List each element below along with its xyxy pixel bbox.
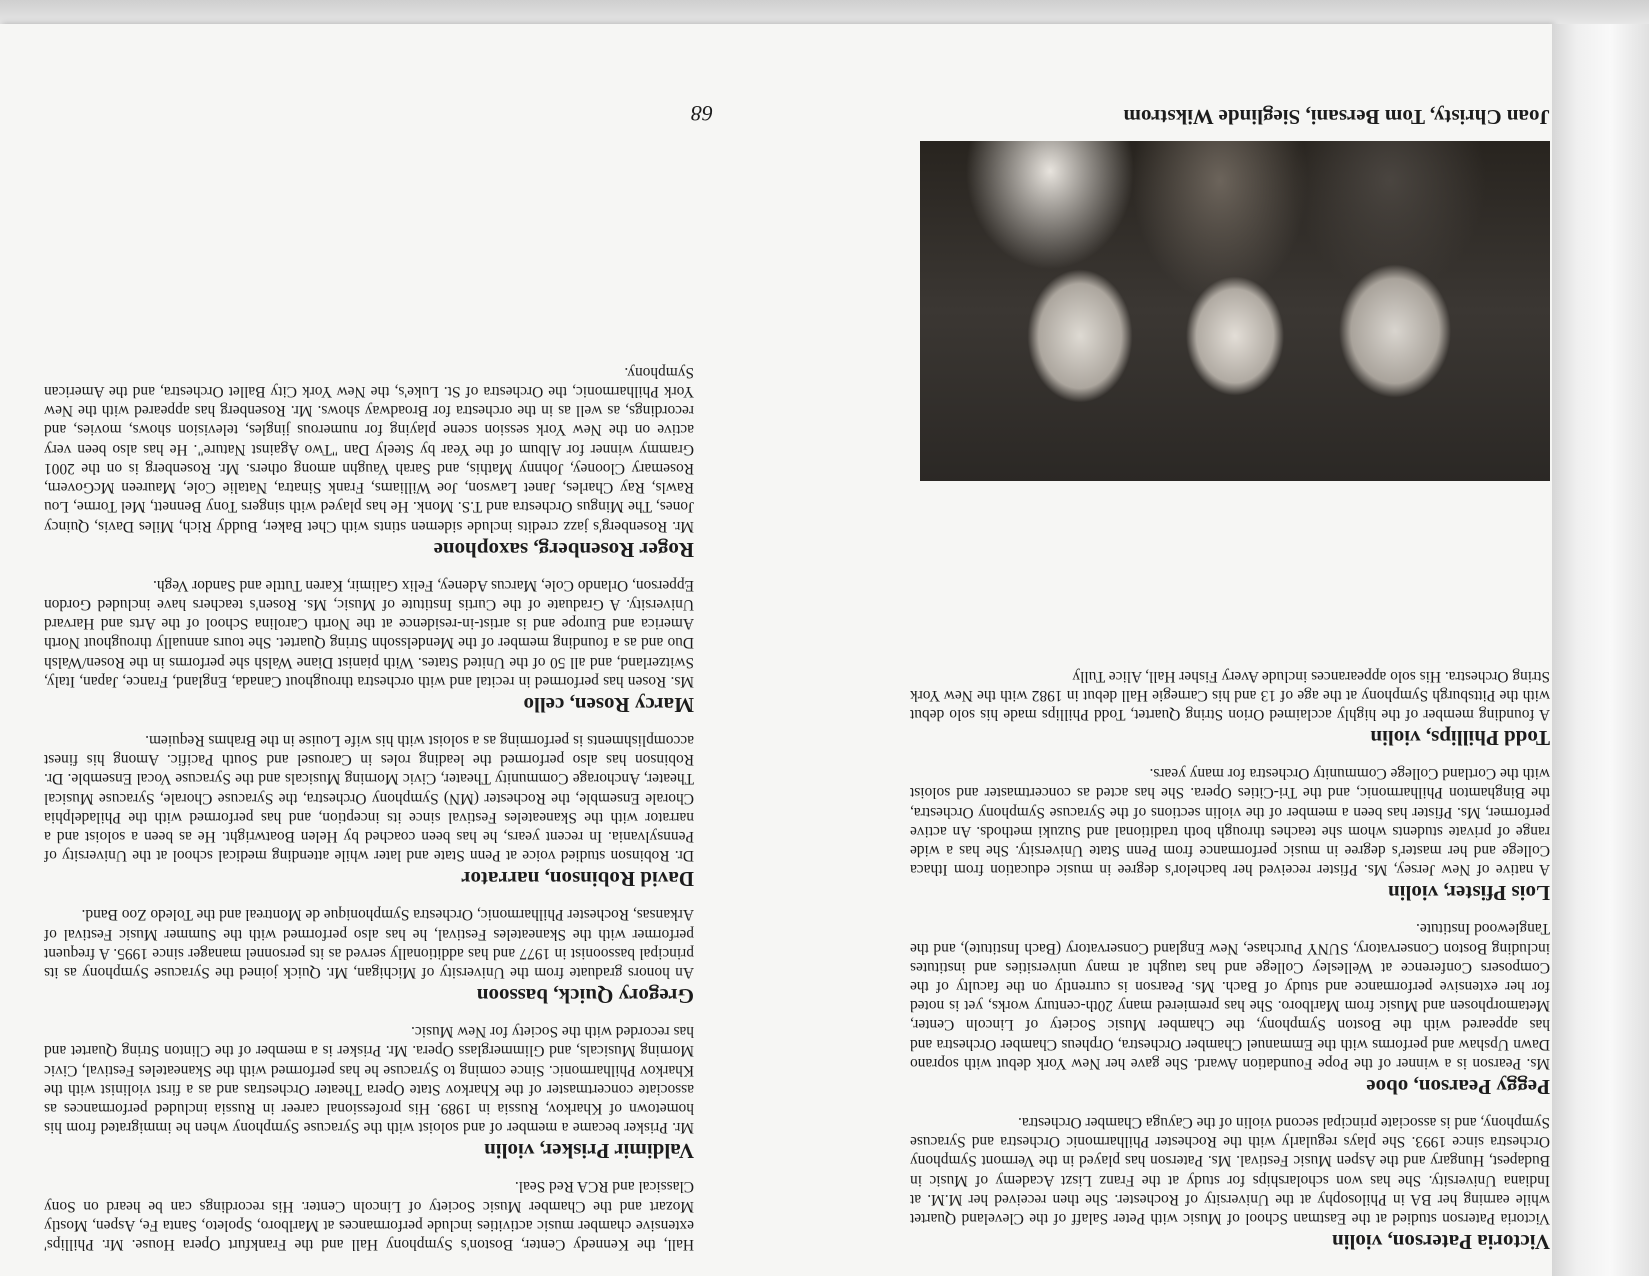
bio-text: A founding member of the highly acclaimed Orion String Quartet, Todd Phillips made his solo debut with the Pittsburgh Symphony at the age of 13 and his Carnegie Hall debut in 1982 with the New York String Orchestra. His solo appearances include Avery Fisher Hall, Alice Tully	[910, 667, 1550, 723]
binding-edge	[1552, 24, 1649, 1276]
bio-text: Mr. Prisker became a member of and soloist with the Syracuse Symphony when he immigrated from his hometown of Kharkov, Russia in 1989. His professional career in Russia included performances as associate concertmaster of the Kharkov State Opera Theater Orchestras and as a first violinist with the Kharkov Philharmonic. Since coming to Syracuse he has performed with the Skaneateles Festival, Civic Morning Musicals, and Glimmerglass Opera. Mr. Prisker is a member of the Clinton String Quartet and has recorded with the Society for New Music.	[44, 1023, 694, 1137]
bio-entry	[910, 1113, 1550, 1254]
left-column	[910, 652, 1550, 1254]
bio-text: Victoria Paterson studied at the Eastman School of Music with Peter Salaff of the Cleveland Quartet while earning her BA in Philosophy at the University of Rochester. She then received her M.M. at Indiana University. She has won scholarships for study at the Franz Liszt Academy of Music in Budapest, Hungary and the Aspen Music Festival. Ms. Paterson has played in the Vermont Symphony Orchestra since 1993. She plays regularly with the Rochester Philharmonic Orchestra and Syracuse Symphony, and is associate principal second violin of the Cayuga Chamber Orchestra.	[910, 1113, 1550, 1227]
bio-entry	[44, 731, 694, 891]
bio-heading: Lois Pfister, violin	[1388, 881, 1550, 906]
bio-heading: Peggy Pearson, oboe	[1366, 1074, 1550, 1099]
program-page	[0, 24, 1552, 1276]
bio-heading: Gregory Quick, bassoon	[476, 983, 694, 1008]
bio-text: Hall, the Kennedy Center, Boston's Symphony Hall and the Frankfurt Opera House. Mr. Phillips' extensive chamber music activities include performances at Marlboro, Spoleto, Santa Fe, Aspen, Mostly Mozart and the Chamber Music Society of Lincoln Center. His recordings can be heard on Sony Classical and RCA Red Seal.	[44, 1178, 694, 1253]
bio-heading: Marcy Rosen, cello	[523, 692, 694, 717]
bio-heading: David Robinson, narrator	[461, 867, 694, 892]
bio-entry	[44, 1022, 694, 1163]
bio-heading: Victoria Paterson, violin	[1332, 1230, 1550, 1254]
bio-text: Ms. Rosen has performed in recital and with orchestra throughout Canada, England, France, Japan, Italy, Switzerland, and all 50 of the United States. With pianist Diane Walsh she performs in the Rosen/Walsh Duo and as a founding member of the Mendelssohn String Quartet. She tours annually throughout North America and Europe and is artist-in-residence at the North Carolina School of the Arts and Harvard University. A Graduate of the Curtis Institute of Music, Ms. Rosen's teachers have included Gordon Epperson, Orlando Cole, Marcus Adeney, Felix Galimir, Karen Tuttle and Sandor Vegh.	[44, 576, 694, 690]
bio-entry	[44, 576, 694, 717]
bio-entry	[910, 666, 1550, 750]
bio-text: A native of New Jersey, Ms. Pfister received her bachelor's degree in music education from Ithaca College and her master's degree in music performance from Penn State University. She has a wide range of private students whom she teaches through both traditional and Suzuki methods. An active performer, Ms. Pfister has been a member of the violin sections of the Syracuse Symphony Orchestra, the Binghamton Philharmonic, and the Tri-Cities Opera. She has acted as concertmaster and soloist with the Cortland College Community Orchestra for many years.	[910, 765, 1550, 879]
scan-top-band	[0, 0, 1649, 24]
photo-caption: Joan Christy, Tom Bersani, Sieglinde Wikstrom	[1123, 105, 1550, 129]
page-number: 68	[691, 101, 713, 126]
bio-text: An honors graduate from the University of Michigan, Mr. Quick joined the Syracuse Symphony as its principal bassoonist in 1977 and has additionally served as its personnel manager since 1995. A frequent performer with the Skaneateles Festival, he has also performed with the Summer Music Festival of Arkansas, Rochester Philharmonic, Orchestra Symphonique de Montreal and the Toledo Zoo Band.	[44, 906, 694, 981]
bio-heading: Valdimir Prisker, violin	[484, 1139, 694, 1164]
right-column	[44, 349, 694, 1254]
bio-entry	[910, 919, 1550, 1099]
group-photo	[920, 141, 1550, 481]
bio-text: Dr. Robinson studied voice at Penn State and later while attending medical school at the University of Pennsylvania. In recent years, he has been coached by Helen Boatwright. He as been a soloist and a narrator with the Skaneateles Festival since its inception, and has performed with the Philadelphia Chorale Ensemble, the Rochester (MN) Symphony Orchestra, the Syracuse Chorale, Syracuse Musical Theater, Anchorage Community Theater, Civic Morning Musicals and the Syracuse Vocal Ensemble. Dr. Robinson has also performed the leading roles in Carousel and South Pacific. Among his finest accomplishments is performing as a soloist with his wife Louise in the Brahms Requiem.	[44, 731, 694, 865]
bio-entry	[910, 764, 1550, 905]
bio-heading: Roger Rosenberg, saxophone	[433, 537, 694, 562]
bio-text: Mr. Rosenberg's jazz credits include sidemen stints with Chet Baker, Buddy Rich, Miles Davis, Quincy Jones, The Mingus Orchestra and T.S. Monk. He has played with singers Tony Bennett, Mel Torme, Lou Rawls, Ray Charles, Janet Lawson, Joe Williams, Frank Sinatra, Natalie Cole, Maureen McGovern, Rosemary Clooney, Johnny Mathis, and Sarah Vaughn among others. Mr. Rosenberg is on the 2001 Grammy winner for Album of the Year by Steely Dan "Two Against Nature". He has also been very active on the New York session scene playing for numerous jingles, television shows, movies, and recordings, as well as in the orchestra for Broadway shows. Mr. Rosenberg has appeared with the New York Philharmonic, the Orchestra of St. Luke's, the New York City Ballet Orchestra, and the American Symphony.	[44, 363, 694, 535]
bio-entry	[44, 905, 694, 1008]
bio-entry	[44, 363, 694, 562]
bio-heading: Todd Phillips, violin	[1370, 725, 1550, 750]
bio-text: Ms. Pearson is a winner of the Pope Foundation Award. She gave her New York debut with soprano Dawn Upshaw and performs with the Emmanuel Chamber Orchestra, Orpheus Chamber Orchestra and has appeared with the Boston Symphony, the Chamber Music Society of Lincoln Center, Metamorphosen and Music from Marlboro. She has premiered many 20th-century works, yet is noted for her extensive performance and study of Bach. Ms. Pearson is currently on the faculty of the Composers Conference at Wellesley College and has taught at many universities and institutes including Boston Conservatory, SUNY Purchase, New England Conservatory (Bach Institute), and the Tanglewood Institute.	[910, 920, 1550, 1072]
bio-continuation	[44, 1177, 694, 1254]
